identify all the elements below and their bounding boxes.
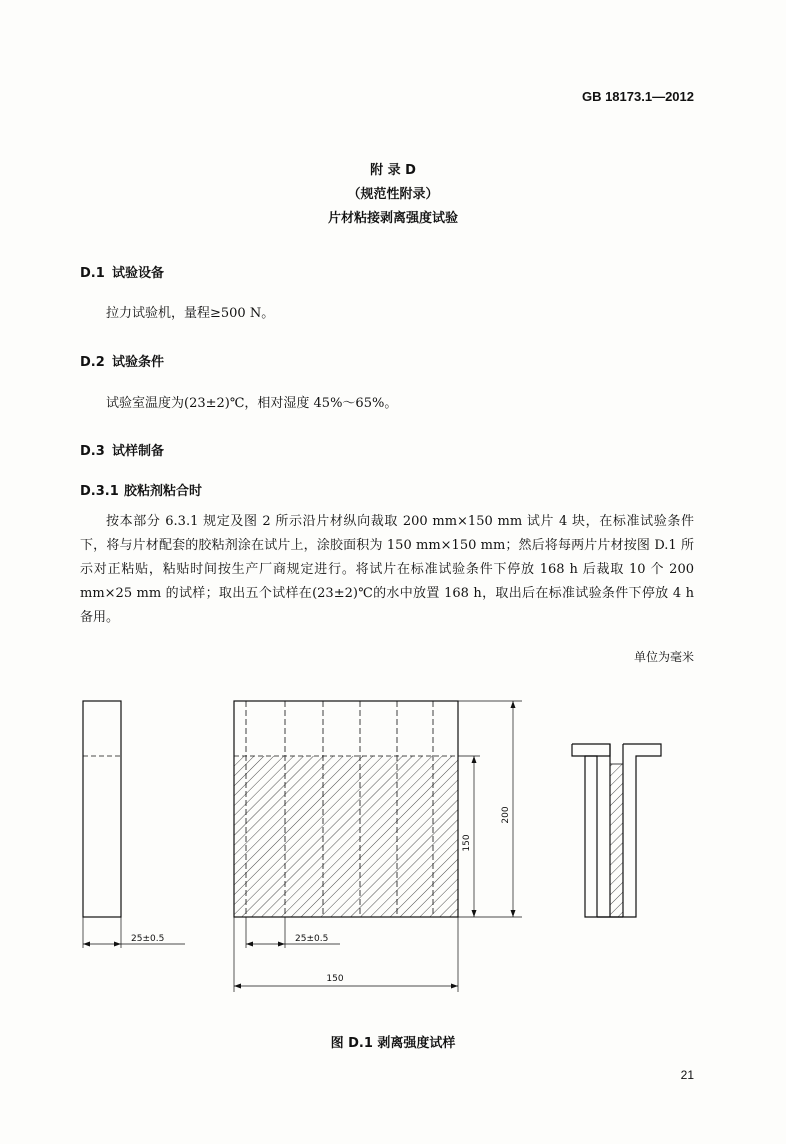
- section-number: D.3.1: [80, 484, 119, 499]
- bonded-sheet: [234, 701, 458, 917]
- appendix-title: 附 录 D: [370, 163, 416, 178]
- section-title: 试验设备: [112, 266, 165, 281]
- section-d1-text: 拉力试验机，量程≥500 N。: [106, 306, 275, 321]
- section-title: 胶粘剂粘合时: [124, 484, 203, 499]
- standard-number: GB 18173.1—2012: [581, 89, 694, 104]
- section-number: D.1: [80, 266, 105, 281]
- dim-sheet-width: 150: [326, 974, 344, 984]
- section-title: 试样制备: [112, 444, 165, 459]
- section-d2-text: 试验室温度为(23±2)℃，相对湿度 45%～65%。: [106, 396, 398, 411]
- appendix-name: 片材粘接剥离强度试验: [327, 211, 458, 226]
- section-number: D.2: [80, 355, 105, 370]
- section-d31-text: 按本部分 6.3.1 规定及图 2 所示沿片材纵向裁取 200 mm×150 mm 试片 4 块，在标准试验条件下，将与片材配套的胶粘剂涂在试片上，涂胶面积为 150 mm×150 mm；然后将每两片片材按图 D.1 所示对正粘贴，粘贴时间按生产厂商规定进行。将试片在标准试验条件下停放 168 h 后裁取 10 个 200 mm×25 mm 的试样；取出五个试样在(23±2)℃的水中放置 168 h，取出后在标准试验条件下停放 4 h 备用。: [80, 514, 694, 625]
- section-number: D.3: [80, 444, 105, 459]
- page-number: 21: [680, 1068, 694, 1082]
- figure-caption: 图 D.1 剥离强度试样: [330, 1036, 456, 1051]
- dim-strip-width: 25±0.5: [131, 934, 165, 944]
- section-title: 试验条件: [112, 355, 165, 370]
- dim-total-height: 200: [501, 806, 511, 824]
- dim-bonded-height: 150: [462, 834, 472, 852]
- dim-sheet-strip-width: 25±0.5: [295, 934, 329, 944]
- t-peel-specimen: [572, 744, 661, 917]
- units-note: 单位为毫米: [633, 650, 694, 664]
- sheet-width-dimensions: [234, 917, 458, 992]
- bonded-area: [234, 756, 458, 917]
- appendix-type: （规范性附录）: [347, 187, 439, 202]
- side-view-strip: [83, 701, 185, 948]
- sheet-height-dimensions: [458, 701, 522, 917]
